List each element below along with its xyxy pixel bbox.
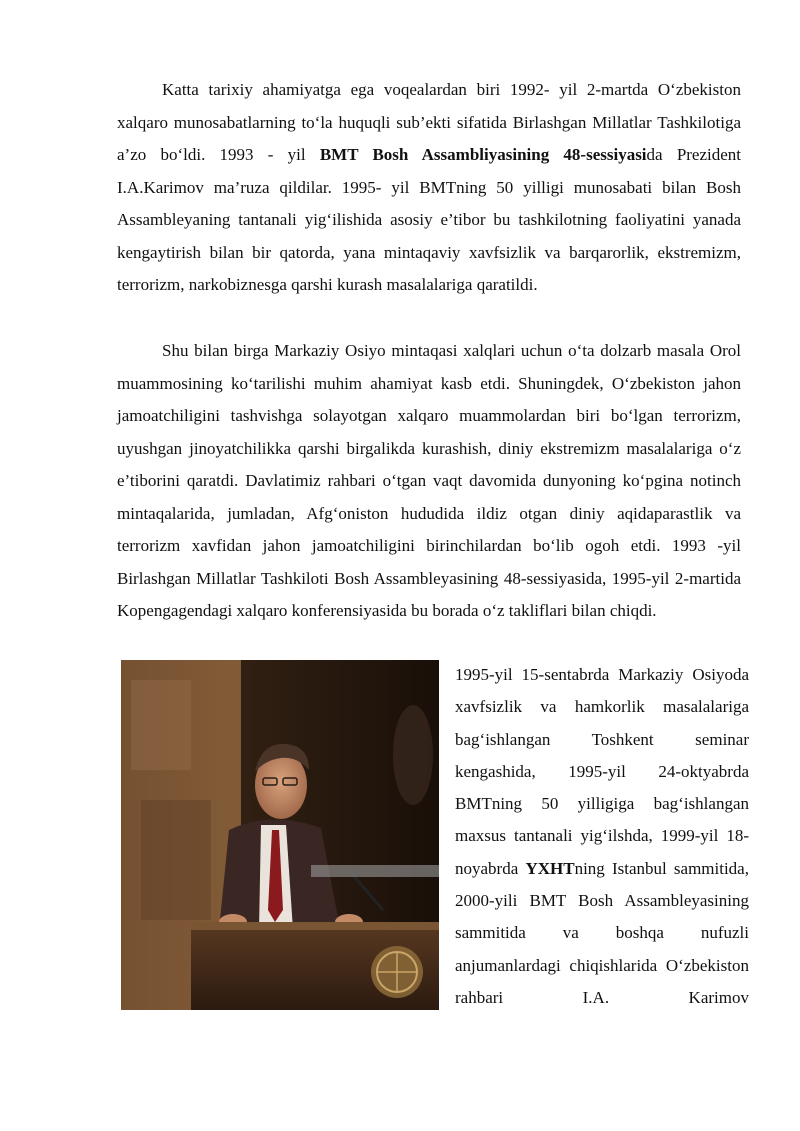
speaker-photo — [121, 660, 439, 1010]
side-paragraph-text-b: ning Istanbul sammitida, 2000-yili BMT Bosh Assambleyasining sammitida va boshqa nufuzli anjumanlardagi chiqishlarida O‘zbekiston rahbari I.A. Karimov — [455, 858, 749, 1007]
side-paragraph-bold: YXHT — [525, 858, 575, 878]
paragraph-1-text-a: Katta tarixiy ahamiyatga ega voqealardan biri 1992- yil 2-martda O‘zbekiston xalqaro munosabatlarning to‘la huquqli sub’ekti sifatida Birlashgan Millatlar Tashkilotiga a’zo bo‘ldi. 1993 - yil — [117, 80, 741, 164]
paragraph-1-text-b: da Prezident I.A.Karimov ma’ruza qildilar. 1995- yil BMTning 50 yilligi munosabati bilan Bosh Assambleyaning tantanali yig‘ilishida asosiy e’tibor bu tashkilotning faoliyatini yanada kengaytirish bilan bir qatorda, yana mintaqaviy xavfsizlik va barqarorlik, ekstremizm, terrorizm, narkobiznesga qarshi kurash masalalariga qaratildi. — [117, 145, 742, 294]
paragraph-1 — [117, 74, 741, 302]
side-paragraph-text-a: 1995-yil 15-sentabrda Markaziy Osiyoda xavfsizlik va hamkorlik masalalariga bag‘ishlangan Toshkent seminar kengashida, 1995-yil 24-oktyabrda BMTning 50 yilligiga bag‘ishlangan maxsus tantanali yig‘ilshda, 1999-yil 18-noyabrda — [455, 665, 749, 878]
speaker-photo-image — [121, 660, 439, 1010]
paragraph-2: Shu bilan birga Markaziy Osiyo mintaqasi xalqlari uchun o‘ta dolzarb masala Orol muammosining ko‘tarilishi muhim ahamiyat kasb etdi. Shuningdek, O‘zbekiston jahon jamoatchiligini tashvishga solayotgan xalqaro muammolardan biri bo‘lgan terrorizm, uyushgan jinoyatchilikka qarshi birgalikda kurashish, diniy ekstremizm masalalariga o‘z e’tiborini qaratdi. Davlatimiz rahbari o‘tgan vaqt davomida dunyoning ko‘pgina notinch mintaqalarida, jumladan, Afg‘oniston hududida ildiz otgan diniy aqidaparastlik va terrorizm xavfidan jahon jamoatchiligini birinchilardan bo‘lib ogoh etdi. 1993 -yil Birlashgan Millatlar Tashkiloti Bosh Assambleyasining 48-sessiyasida, 1995-yil 2-martida Kopengagendagi xalqaro konferensiyasida bu borada o‘z takliflari bilan chiqdi. — [117, 341, 741, 620]
paragraph-1-bold: BMT Bosh Assambliyasining 48-sessiyasi — [319, 145, 647, 164]
side-paragraph — [455, 659, 749, 1014]
